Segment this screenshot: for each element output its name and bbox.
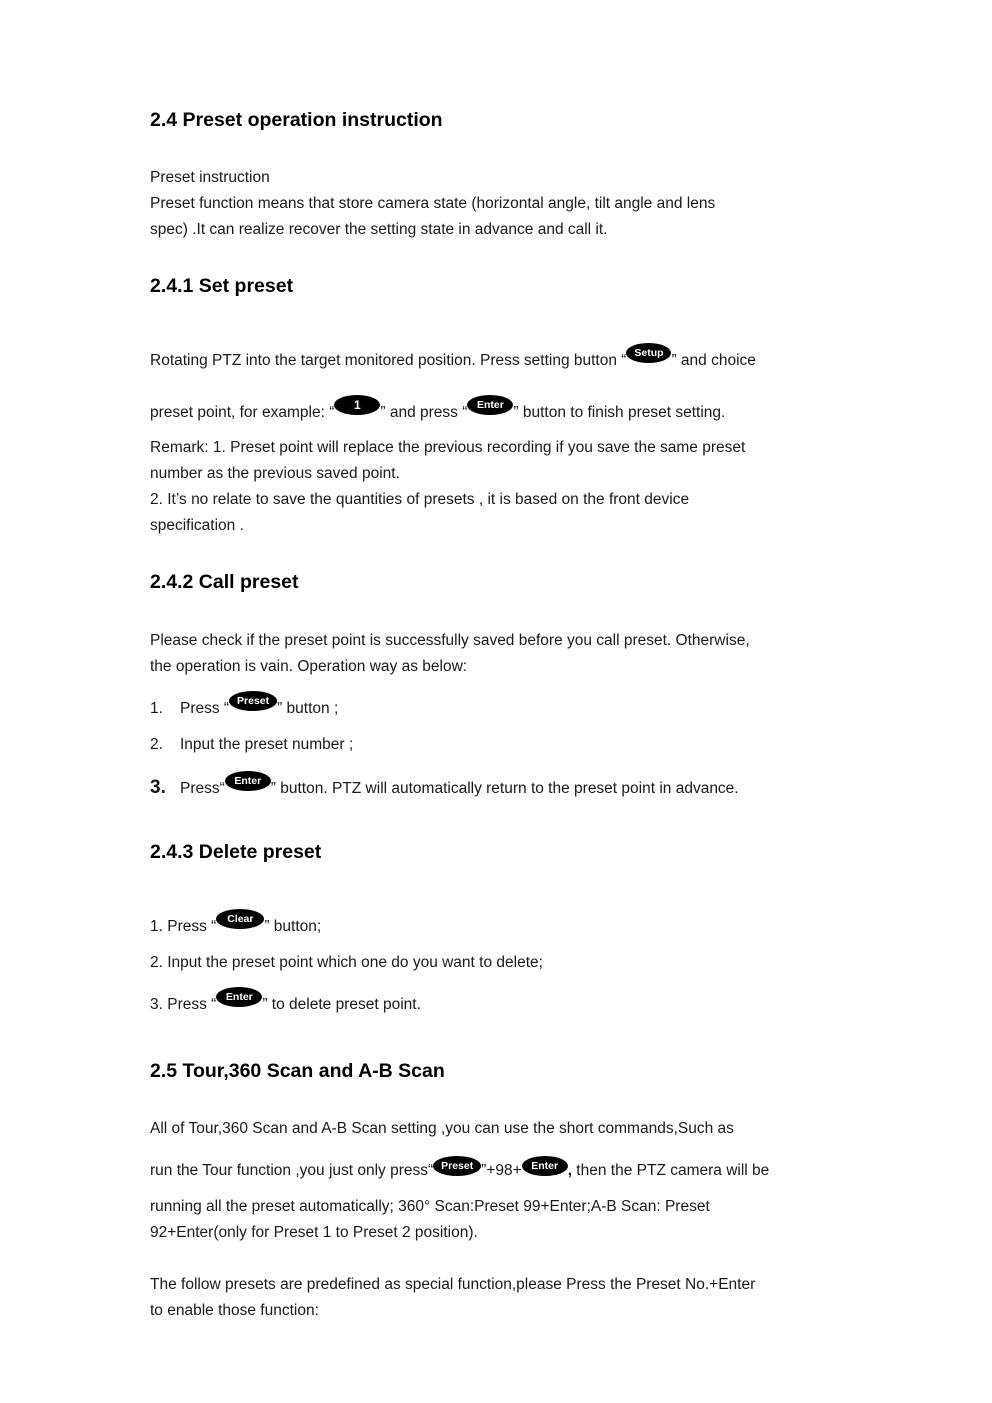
remark-line: number as the previous saved point. xyxy=(150,465,400,482)
call-step-1 xyxy=(150,696,338,722)
clear-key-icon: Clear xyxy=(216,909,264,929)
step-text: Input the preset number ; xyxy=(180,736,354,753)
step-text: ” button ; xyxy=(277,700,339,717)
step-text: Press“ xyxy=(180,780,225,797)
step-number: 1. xyxy=(150,700,163,717)
call-preset-intro: the operation is vain. Operation way as below: xyxy=(150,658,468,675)
delete-step-2: 2. Input the preset point which one do you want to delete; xyxy=(150,954,543,971)
step-number: 3. xyxy=(150,777,166,798)
remark-line: specification . xyxy=(150,517,244,534)
set-preset-text: ” button to finish preset setting. xyxy=(513,404,726,421)
enter-key-icon: Enter xyxy=(467,395,513,415)
section-heading-2-4-3: 2.4.3 Delete preset xyxy=(150,841,322,863)
tour-scan-line: All of Tour,360 Scan and A-B Scan setting ,you can use the short commands,Such as xyxy=(150,1120,734,1137)
step-text: Press “ xyxy=(180,700,230,717)
preset-description-line: Preset function means that store camera state (horizontal angle, tilt angle and lens xyxy=(150,195,716,212)
delete-step-1 xyxy=(150,914,321,940)
delete-step-3 xyxy=(150,992,421,1018)
enter-key-icon: Enter xyxy=(216,987,262,1007)
section-heading-2-5: 2.5 Tour,360 Scan and A-B Scan xyxy=(150,1060,445,1082)
preset-description-line: spec) .It can realize recover the setting state in advance and call it. xyxy=(150,221,608,238)
tour-scan-line xyxy=(150,1158,769,1184)
preset-instruction-subtitle: Preset instruction xyxy=(150,169,270,186)
call-preset-intro: Please check if the preset point is successfully saved before you call preset. Otherwise, xyxy=(150,632,750,649)
step-number: 2. xyxy=(150,736,163,753)
section-heading-2-4-2: 2.4.2 Call preset xyxy=(150,571,299,593)
section-heading-2-4-1: 2.4.1 Set preset xyxy=(150,275,294,297)
preset-key-icon: Preset xyxy=(433,1156,481,1176)
step-text: ” button. PTZ will automatically return to the preset point in advance. xyxy=(270,780,739,797)
set-preset-line xyxy=(150,397,726,426)
setup-key-icon: Setup xyxy=(626,343,671,363)
step-text: ” button; xyxy=(264,918,322,935)
enter-key-icon: Enter xyxy=(522,1156,568,1176)
set-preset-text: preset point, for example: “ xyxy=(150,404,335,421)
enter-key-icon: Enter xyxy=(225,771,271,791)
tour-scan-line: 92+Enter(only for Preset 1 to Preset 2 position). xyxy=(150,1224,478,1241)
tour-comma: , xyxy=(567,1162,572,1179)
remark-line: 2. It’s no relate to save the quantities of presets , it is based on the front device xyxy=(150,491,690,508)
set-preset-text: ” and choice xyxy=(671,352,756,369)
tour-text: run the Tour function ,you just only press“ xyxy=(150,1162,434,1179)
set-preset-text: ” and press “ xyxy=(380,404,468,421)
set-preset-text: Rotating PTZ into the target monitored position. Press setting button “ xyxy=(150,352,627,369)
step-text: ” to delete preset point. xyxy=(262,996,421,1013)
step-text: 1. Press “ xyxy=(150,918,217,935)
call-step-2 xyxy=(150,732,353,758)
tour-text: then the PTZ camera will be xyxy=(572,1162,770,1179)
step-text: 3. Press “ xyxy=(150,996,217,1013)
tour-text: ”+98+ xyxy=(481,1162,522,1179)
set-preset-line xyxy=(150,348,756,374)
number-one-key-icon: 1 xyxy=(334,395,380,415)
special-function-line: to enable those function: xyxy=(150,1302,319,1319)
remark-line: Remark: 1. Preset point will replace the previous recording if you save the same preset xyxy=(150,439,746,456)
call-step-3 xyxy=(150,775,739,802)
preset-key-icon: Preset xyxy=(229,691,277,711)
section-heading-2-4: 2.4 Preset operation instruction xyxy=(150,109,443,131)
special-function-line: The follow presets are predefined as special function,please Press the Preset No.+Enter xyxy=(150,1276,756,1293)
tour-scan-line: running all the preset automatically; 360° Scan:Preset 99+Enter;A-B Scan: Preset xyxy=(150,1198,710,1215)
